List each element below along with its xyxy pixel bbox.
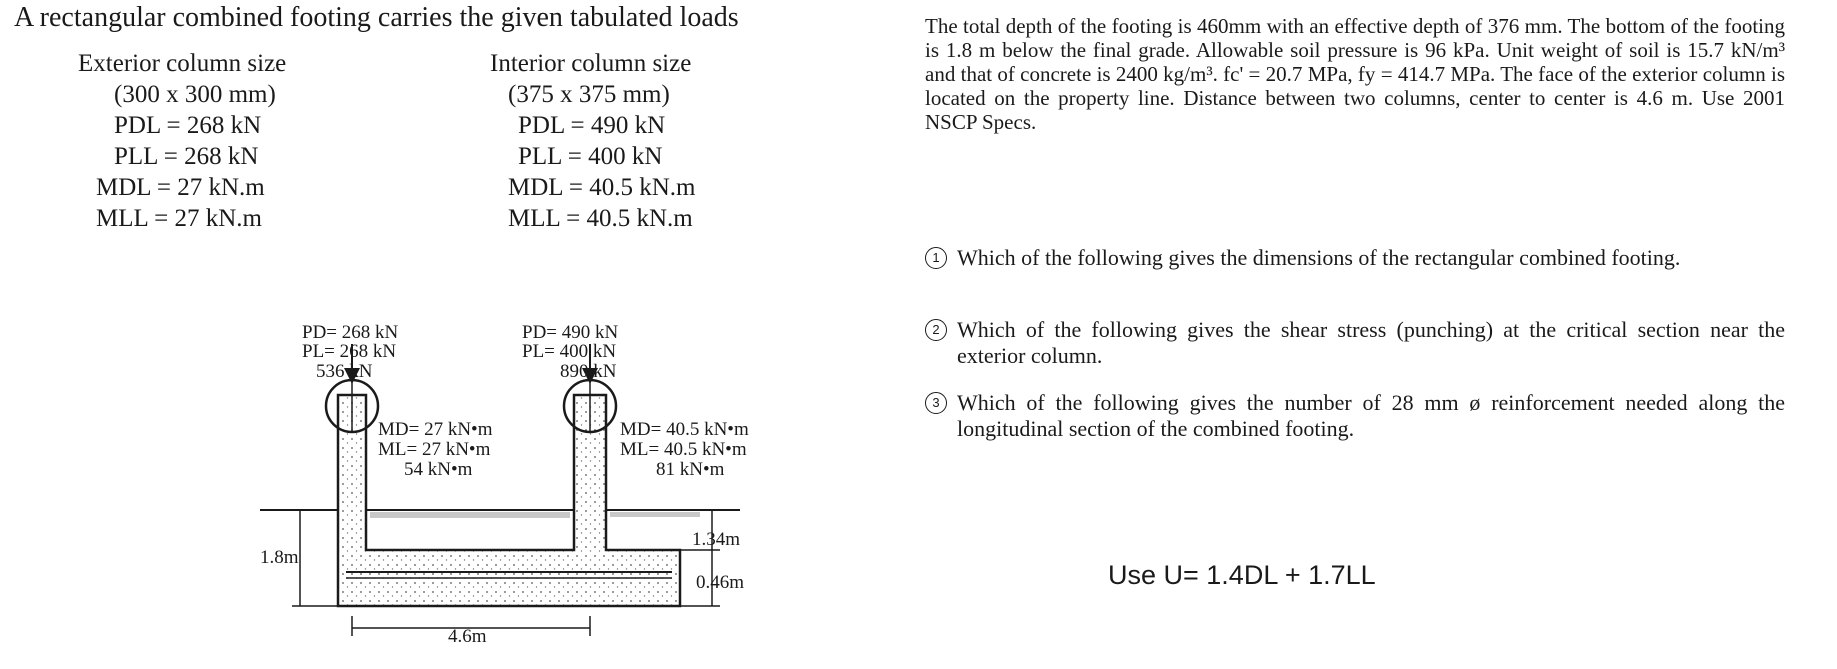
exterior-size: (300 x 300 mm) <box>114 81 276 108</box>
int-pd-label: PD= 490 kN <box>522 322 619 343</box>
ext-pd-label: PD= 268 kN <box>302 322 399 343</box>
int-md-label: MD= 40.5 kN•m <box>620 419 749 440</box>
interior-mdl: MDL = 40.5 kN.m <box>508 174 696 201</box>
question-number: 2 <box>925 319 947 341</box>
question-text: Which of the following gives the number of 28 mm ø reinforcement needed along the longitudinal section of the combined footing. <box>957 390 1785 441</box>
question-text: Which of the following gives the dimensions of the rectangular combined footing. <box>957 245 1681 270</box>
depth-dimension <box>292 510 338 606</box>
question-text: Which of the following gives the shear stress (punching) at the critical section near the exterior column. <box>957 317 1785 368</box>
load-combination: Use U= 1.4DL + 1.7LL <box>1108 560 1376 590</box>
thickness-label: 0.46m <box>696 572 745 593</box>
exterior-mll: MLL = 27 kN.m <box>96 205 262 232</box>
exterior-pll: PLL = 268 kN <box>114 143 259 170</box>
interior-column-data <box>490 48 695 234</box>
ext-pl-label: PL= 268 kN <box>302 341 397 362</box>
int-ml-label: ML= 40.5 kN•m <box>620 439 747 460</box>
exterior-moment-circle <box>326 380 378 432</box>
exterior-heading: Exterior column size <box>78 50 287 77</box>
int-total-label: 890 kN <box>560 361 617 382</box>
question-3 <box>925 390 1785 442</box>
exterior-pdl: PDL = 268 kN <box>114 112 262 139</box>
depth-label: 1.8m <box>260 547 299 568</box>
ext-ml-label: ML= 27 kN•m <box>378 439 491 460</box>
problem-description: The total depth of the footing is 460mm with an effective depth of 376 mm. The bottom of the footing is 1.8 m below the final grade. Allowable soil pressure is 96 kPa. Unit weight of soil is 15.7 kN/m³ and that of concrete is 2400 kg/m³. fc' = 20.7 MPa, fy = 414.7 MPa. The face of the exterior column is located on the property line. Distance between two columns, center to center is 4.6 m. Use 2001 NSCP Specs. <box>925 14 1785 134</box>
exterior-mdl: MDL = 27 kN.m <box>96 174 265 201</box>
interior-size: (375 x 375 mm) <box>508 81 670 108</box>
problem-title: A rectangular combined footing carries the given tabulated loads <box>14 2 739 33</box>
question-2 <box>925 317 1785 369</box>
interior-heading: Interior column size <box>490 50 692 77</box>
question-number: 1 <box>925 247 947 269</box>
ext-mtotal-label: 54 kN•m <box>404 459 473 480</box>
interior-pdl: PDL = 490 kN <box>518 112 666 139</box>
int-mtotal-label: 81 kN•m <box>656 459 725 480</box>
soil-depth-label: 1.34m <box>692 529 741 550</box>
question-number: 3 <box>925 392 947 414</box>
ground-line <box>260 510 740 518</box>
footing-diagram <box>260 320 780 665</box>
ext-total-label: 536 kN <box>316 361 373 382</box>
ext-md-label: MD= 27 kN•m <box>378 419 493 440</box>
question-1 <box>925 245 1785 271</box>
span-label: 4.6m <box>448 626 487 647</box>
int-pl-label: PL= 400 kN <box>522 341 617 362</box>
interior-moment-circle <box>564 380 616 432</box>
interior-mll: MLL = 40.5 kN.m <box>508 205 693 232</box>
interior-pll: PLL = 400 kN <box>518 143 663 170</box>
exterior-column-data <box>78 48 286 234</box>
